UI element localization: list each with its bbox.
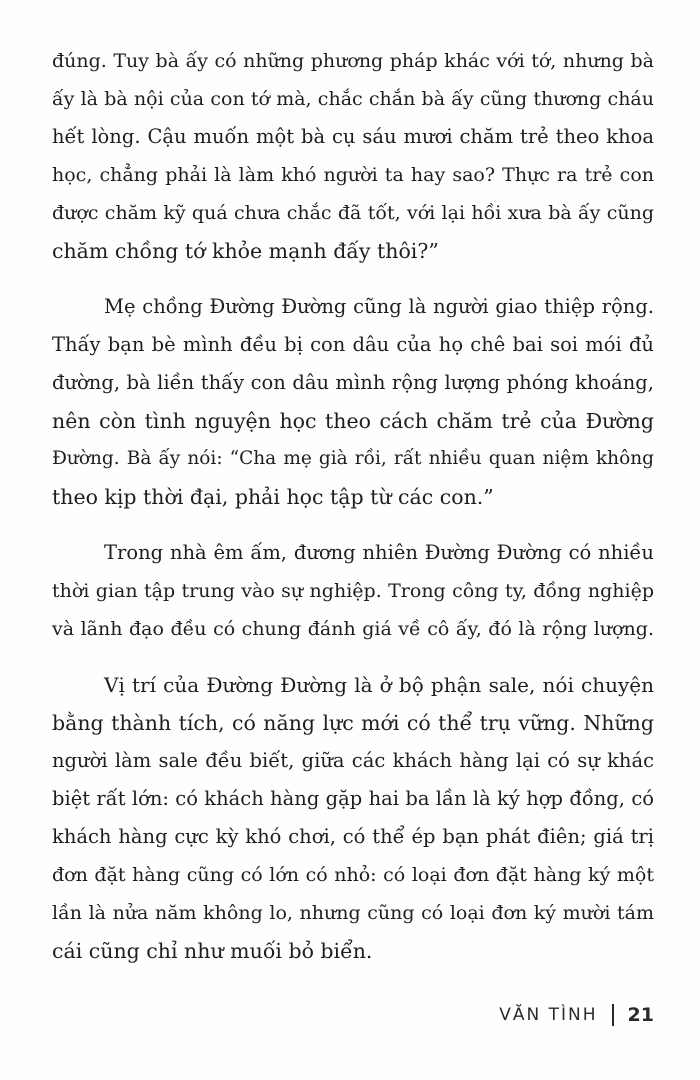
text-line: học, chẳng phải là làm khó người ta hay sao? Thực ra trẻ con [52,164,654,186]
text-line: bằng thành tích, có năng lực mới có thể trụ vững. Những [52,711,654,735]
text-line: Mẹ chồng Đường Đường cũng là người giao thiệp rộng. [104,295,654,318]
text-line: được chăm kỹ quá chưa chắc đã tốt, với lại hồi xưa bà ấy cũng [52,202,654,224]
running-footer-author: VĂN TÌNH [499,1005,598,1025]
text-line: khách hàng cực kỳ khó chơi, có thể ép bạn phát điên; giá trị [52,825,654,848]
text-line: Thấy bạn bè mình đều bị con dâu của họ chê bai soi mói đủ [52,333,654,356]
footer-divider [612,1004,614,1026]
text-line: đường, bà liền thấy con dâu mình rộng lượng phóng khoáng, [52,371,654,394]
text-line: thời gian tập trung vào sự nghiệp. Trong công ty, đồng nghiệp [52,580,654,602]
text-line: theo kịp thời đại, phải học tập từ các con.” [52,485,494,509]
text-line: chăm chồng tớ khỏe mạnh đấy thôi?” [52,239,439,263]
text-line: Trong nhà êm ấm, đương nhiên Đường Đường có nhiều [104,541,654,564]
text-line: Vị trí của Đường Đường là ở bộ phận sale, nói chuyện [104,673,654,697]
text-line: và lãnh đạo đều có chung đánh giá về cô ấy, đó là rộng lượng. [52,618,654,640]
text-line: biệt rất lớn: có khách hàng gặp hai ba lần là ký hợp đồng, có [52,787,654,810]
paragraph-gap [52,516,654,534]
text-line: hết lòng. Cậu muốn một bà cụ sáu mươi chăm trẻ theo khoa [52,125,654,148]
body-text [52,42,654,970]
text-line: đơn đặt hàng cũng có lớn có nhỏ: có loại đơn đặt hàng ký một [52,864,654,886]
text-line: ấy là bà nội của con tớ mà, chắc chắn bà ấy cũng thương cháu [52,88,654,110]
paragraph-gap [52,270,654,288]
page-footer [499,1000,654,1030]
text-line: người làm sale đều biết, giữa các khách hàng lại có sự khác [52,749,654,772]
text-line: Đường. Bà ấy nói: “Cha mẹ già rồi, rất nhiều quan niệm không [52,448,654,469]
text-line: cái cũng chỉ như muối bỏ biển. [52,939,373,963]
page-number: 21 [627,1004,654,1026]
text-line: nên còn tình nguyện học theo cách chăm trẻ của Đường [52,409,654,433]
text-line: lần là nửa năm không lo, nhưng cũng có loại đơn ký mười tám [52,902,654,924]
paragraph-gap [52,648,654,666]
text-line: đúng. Tuy bà ấy có những phương pháp khác với tớ, nhưng bà [52,50,654,72]
